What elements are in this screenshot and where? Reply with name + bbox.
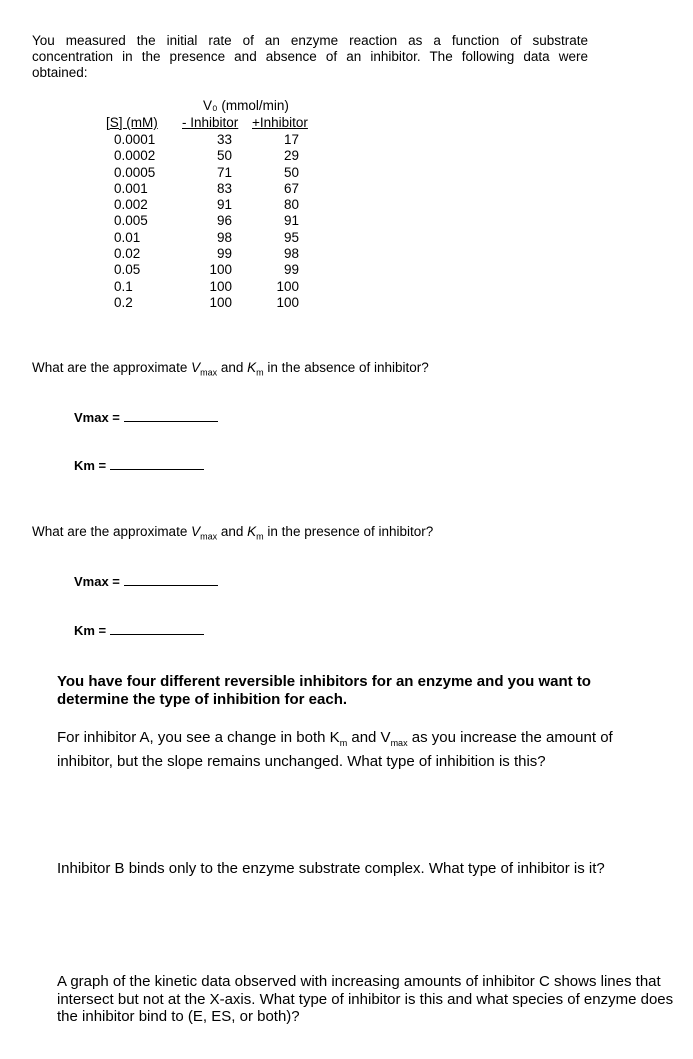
intro-line-1: You measured the initial rate of an enzyme reaction as a function of substrate [32,33,588,48]
table-cell: 33 [216,132,232,147]
table-cell: 99 [283,262,299,278]
vmax-answer-presence: Vmax = [74,573,218,589]
inhibitor-a-question: For inhibitor A, you see a change in both $K_m$ and $V_{max}$ as you increase the amount of inhibitor, but the slope remains unchanged. What type of inhibition is this? [57,729,613,770]
table-cell: 100 [276,278,299,294]
vmax-answer-absence: Vmax = [74,409,218,425]
km-answer-presence: Km = [74,622,204,638]
question-absence: What are the approximate $V_{max}$ and $K_m$ in the absence of inhibitor? [32,360,429,378]
table-cell: 98 [283,246,299,262]
table-cell: 98 [216,229,232,245]
minus-inhibitor-column [206,132,232,311]
table-cell: 29 [283,148,299,164]
table-cell: 0.0005 [114,164,156,180]
table-cell: 0.2 [114,294,133,310]
table-cell: 91 [283,213,299,229]
vo-header: V₀ (mmol/min) [203,98,289,113]
table-cell: 0.001 [114,180,148,196]
table-cell: 80 [283,197,299,213]
table-cell: 91 [216,197,232,213]
table-cell: 0.05 [114,262,141,278]
table-cell: 100 [209,262,232,278]
intro-line-2: concentration in the presence and absence of an inhibitor. The following data were [32,49,588,64]
table-cell: 0.01 [114,229,141,245]
table-cell: 0.1 [114,278,133,294]
intro-line-3: obtained: [32,65,88,80]
table-cell: 83 [216,180,232,196]
table-cell: 100 [209,294,232,310]
col-header-minus-inhibitor: - Inhibitor [182,115,239,130]
answer-blank[interactable] [124,409,218,422]
question-presence: What are the approximate $V_{max}$ and $K_m$ in the presence of inhibitor? [32,524,434,542]
table-cell: 100 [276,294,299,310]
answer-blank[interactable] [124,573,218,586]
table-cell: 0.02 [114,246,141,262]
table-cell: 0.002 [114,197,148,213]
intro-paragraph [32,33,588,81]
inhibitor-b-question: Inhibitor B binds only to the enzyme substrate complex. What type of inhibitor is it? [57,860,605,877]
col-header-plus-inhibitor: +Inhibitor [252,115,308,130]
table-cell: 17 [283,132,299,147]
table-cell: 99 [216,246,232,262]
answer-blank[interactable] [110,457,204,470]
answer-blank[interactable] [110,622,204,635]
table-cell: 100 [209,278,232,294]
table-cell: 71 [216,164,232,180]
col-header-substrate: [S] (mM) [106,115,158,130]
table-cell: 95 [283,229,299,245]
table-cell: 96 [216,213,232,229]
table-cell: 50 [216,148,232,164]
km-answer-absence: Km = [74,457,204,473]
table-cell: 0.0001 [114,132,156,147]
inhibitor-c-question: A graph of the kinetic data observed with increasing amounts of inhibitor C shows lines that intersect but not at the X-axis. What type of inhibitor is this and what species of enzyme does the inhibitor bind to (E, ES, or both)? [57,973,674,1025]
table-cell: 0.005 [114,213,148,229]
substrate-column [114,132,155,311]
table-cell: 0.0002 [114,148,156,164]
section-title: You have four different reversible inhibitors for an enzyme and you want to determine the type of inhibition for each. [57,673,591,708]
table-cell: 50 [283,164,299,180]
table-cell: 67 [283,180,299,196]
plus-inhibitor-column [276,132,299,311]
